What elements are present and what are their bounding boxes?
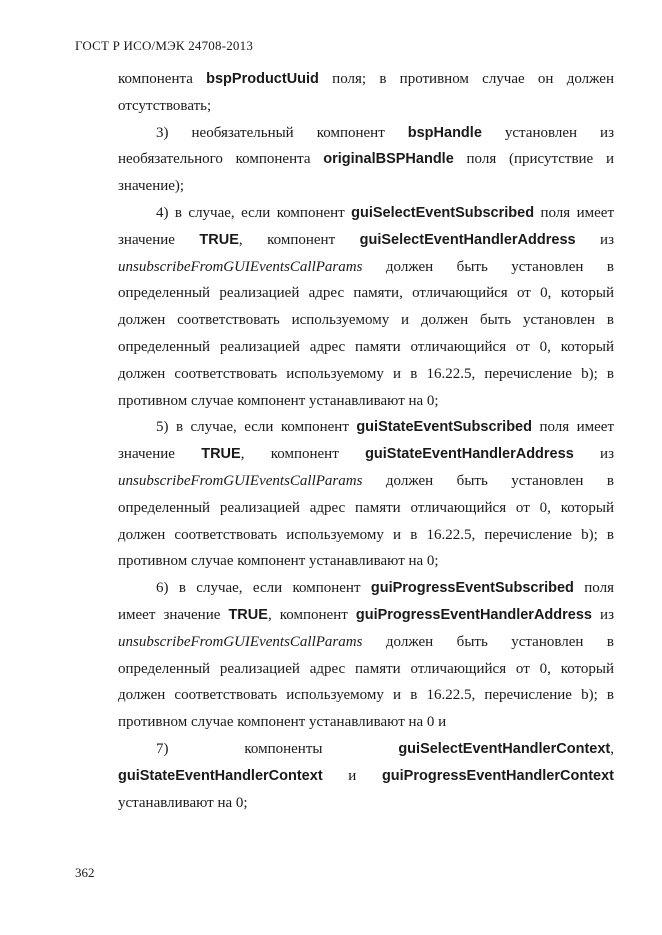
text: , компонент	[238, 231, 360, 248]
code-term: guiStateEventHandlerAddress	[365, 446, 574, 463]
text: поля имеет значение	[118, 580, 614, 623]
text: 7) компоненты	[156, 740, 399, 757]
text: и	[322, 767, 382, 784]
text: 6) в случае, если компонент	[156, 580, 371, 597]
text: должен быть установлен в определенный реализацией адрес памяти отличающийся от 0, который должен соответствовать используемому и в 16.22.5, перечисление b); в противном случае компонент устанавливают на 0;	[118, 472, 614, 570]
text: 4) в случае, если компонент	[156, 204, 352, 221]
code-term: TRUE	[201, 446, 241, 463]
code-term: bspProductUuid	[206, 71, 319, 87]
code-term: guiStateEventSubscribed	[356, 419, 532, 436]
code-term: guiProgressEventHandlerAddress	[355, 606, 592, 623]
text: из	[573, 446, 615, 463]
code-term: TRUE	[228, 606, 268, 623]
code-term: originalBSPHandle	[323, 151, 454, 168]
text: поля имеет значение	[118, 204, 614, 248]
code-term: guiSelectEventHandlerContext	[398, 740, 611, 757]
text: ,	[610, 740, 614, 757]
code-term: guiSelectEventSubscribed	[351, 204, 535, 221]
text: поля имеет значение	[118, 419, 614, 463]
text: из	[575, 231, 614, 248]
text: поля; в противном случае он должен отсутствовать;	[118, 71, 614, 114]
text: 5) в случае, если компонент	[156, 419, 357, 436]
text: поля (присутствие и значение);	[118, 151, 614, 195]
code-term: bspHandle	[407, 124, 482, 141]
page-content	[118, 66, 614, 816]
text: , компонент	[267, 606, 356, 623]
list-item-4	[118, 200, 614, 414]
list-item-3	[118, 120, 614, 200]
text: компонента	[118, 71, 207, 87]
code-term: guiStateEventHandlerContext	[118, 767, 323, 784]
italic-term: unsubscribeFromGUIEventsCallParams	[118, 633, 363, 650]
text: должен быть установлен в определенный реализацией адрес памяти отличающийся от 0, который должен соответствовать используемому и в 16.22.5, перечисление b); в противном случае компонент устанавливают на 0 и	[118, 633, 614, 731]
list-item-5	[118, 414, 614, 575]
paragraph-bsp-product-uuid	[118, 66, 614, 120]
italic-term: unsubscribeFromGUIEventsCallParams	[118, 472, 363, 489]
code-term: TRUE	[199, 231, 239, 248]
italic-term: unsubscribeFromGUIEventsCallParams	[118, 258, 363, 275]
text: , компонент	[240, 446, 366, 463]
code-term: guiProgressEventHandlerContext	[381, 767, 614, 784]
list-item-6	[118, 575, 614, 736]
list-item-7	[118, 736, 614, 816]
code-term: guiSelectEventHandlerAddress	[359, 231, 576, 248]
text: устанавливают на 0;	[118, 794, 248, 811]
page-header: ГОСТ Р ИСО/МЭК 24708-2013	[75, 38, 254, 53]
page-number: 362	[75, 865, 95, 880]
text: должен быть установлен в определенный реализацией адрес памяти, отличающийся от 0, который должен соответствовать используемому и должен быть установлен в определенный реализацией адрес памяти отличающийся от 0, который должен соответствовать используемому и в 16.22.5, перечисление b); в противном случае компонент устанавливают на 0;	[118, 258, 614, 409]
code-term: guiProgressEventSubscribed	[370, 580, 574, 597]
text: из	[591, 606, 614, 623]
text: 3) необязательный компонент	[156, 124, 408, 141]
text: установлен из необязательного компонента	[118, 124, 614, 168]
